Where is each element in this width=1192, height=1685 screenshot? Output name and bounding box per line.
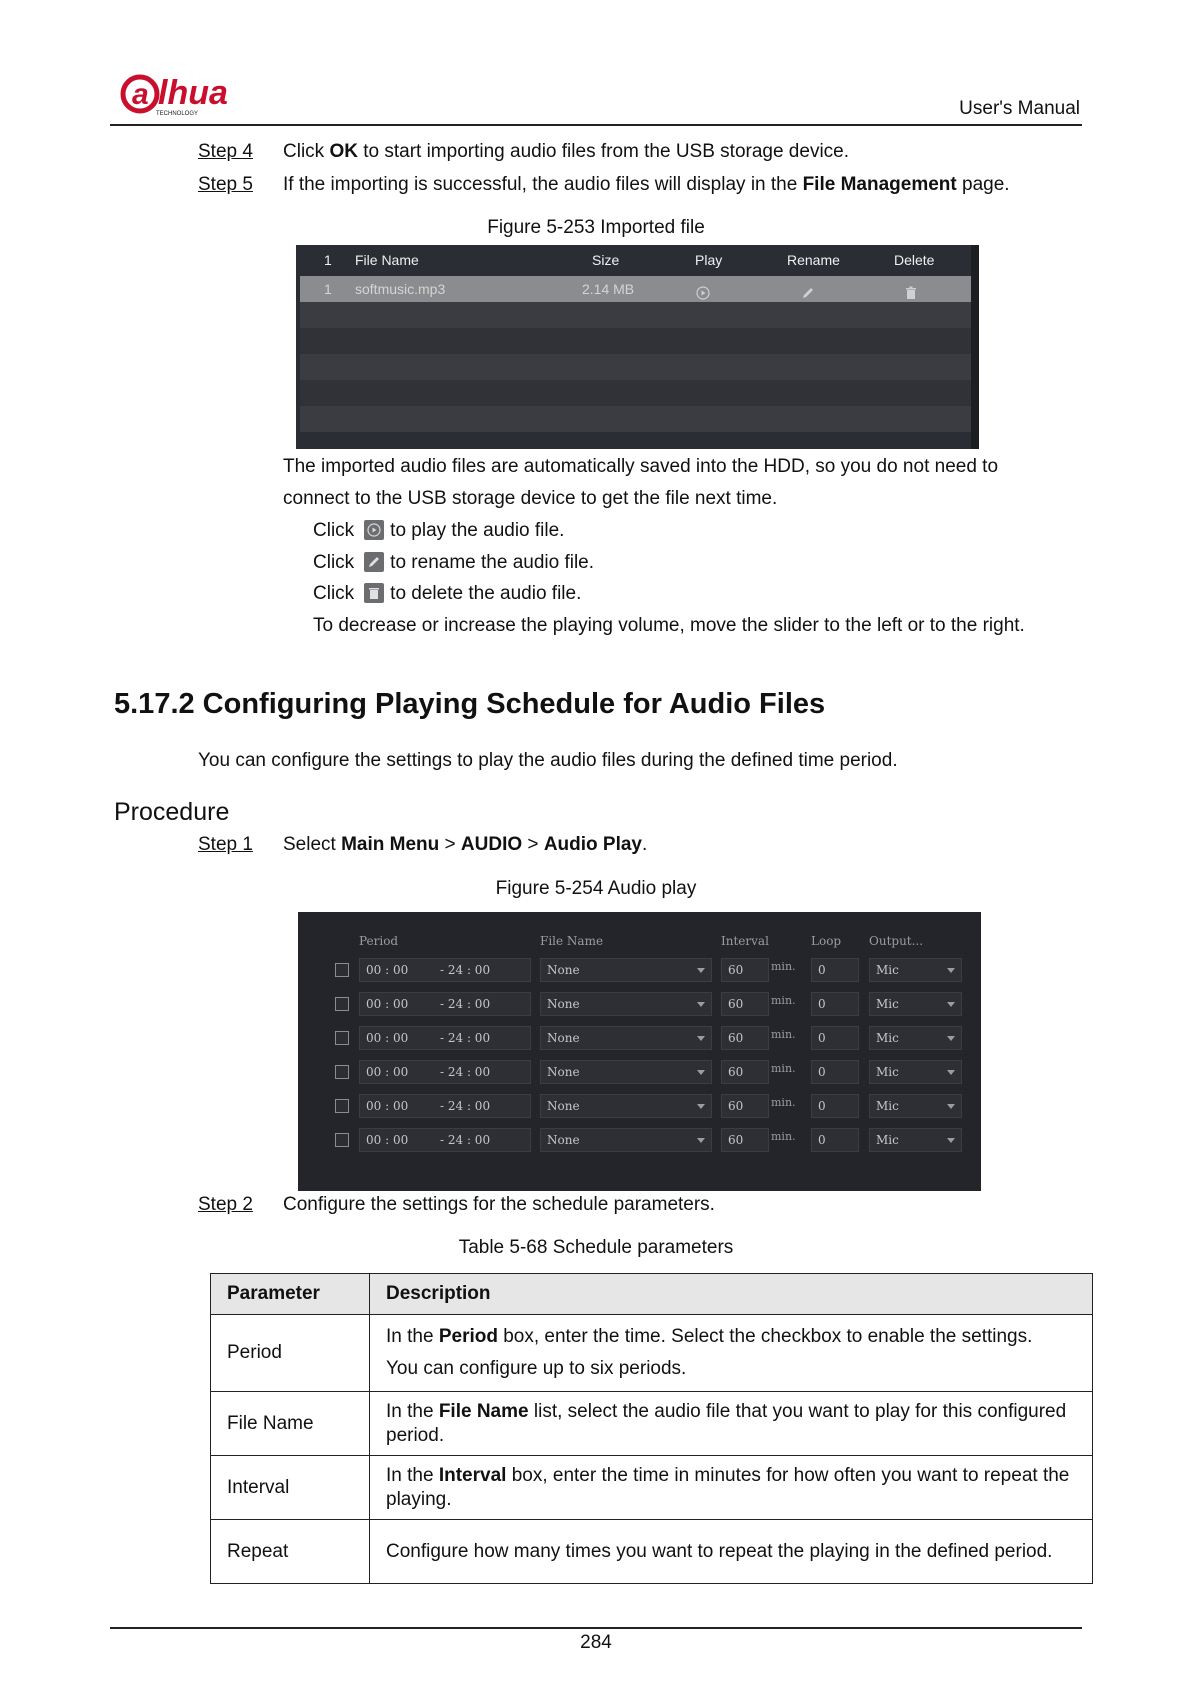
output-select[interactable]: Mic (869, 958, 962, 982)
file-name-select[interactable]: None (540, 1060, 712, 1084)
table-row (211, 1392, 1093, 1456)
pencil-icon (364, 552, 384, 572)
table-row (211, 1456, 1093, 1520)
output-select[interactable]: Mic (869, 1128, 962, 1152)
step-1: Step 1 (198, 834, 253, 855)
audio-play-panel (298, 912, 981, 1191)
enable-checkbox[interactable] (335, 997, 349, 1011)
interval-unit: min. (771, 1028, 796, 1041)
table-header-row (211, 1274, 1093, 1315)
bullet-delete: Click to delete the audio file. (313, 583, 582, 604)
enable-checkbox[interactable] (335, 1133, 349, 1147)
file-list-header: 1 File Name Size Play Rename Delete (324, 252, 935, 268)
schedule-row (298, 1060, 981, 1084)
schedule-row (298, 958, 981, 982)
loop-input[interactable]: 0 (811, 1128, 859, 1152)
period-start: 00 : 00 (366, 1031, 409, 1045)
interval-input[interactable]: 60 (721, 1094, 769, 1118)
output-select[interactable]: Mic (869, 1026, 962, 1050)
period-start: 00 : 00 (366, 1133, 409, 1147)
period-start: 00 : 00 (366, 963, 409, 977)
empty-row (300, 406, 971, 432)
output-select[interactable]: Mic (869, 1094, 962, 1118)
period-start: 00 : 00 (366, 1065, 409, 1079)
parameter-cell: File Name (211, 1392, 370, 1456)
empty-row (300, 302, 971, 328)
parameter-cell: Repeat (211, 1520, 370, 1584)
period-start: 00 : 00 (366, 1099, 409, 1113)
period-end: - 24 : 00 (440, 997, 491, 1011)
loop-input[interactable]: 0 (811, 992, 859, 1016)
interval-input[interactable]: 60 (721, 958, 769, 982)
step-4: Step 4 (198, 141, 253, 162)
period-end: - 24 : 00 (440, 1031, 491, 1045)
svg-text:a: a (132, 78, 149, 111)
enable-checkbox[interactable] (335, 1031, 349, 1045)
table-caption: Table 5-68 Schedule parameters (458, 1237, 734, 1258)
file-name-select[interactable]: None (540, 1094, 712, 1118)
file-row[interactable]: 1 softmusic.mp3 2.14 MB (300, 276, 971, 302)
period-input[interactable] (359, 958, 531, 982)
interval-unit: min. (771, 1062, 796, 1075)
file-name-select[interactable]: None (540, 1026, 712, 1050)
note-paragraph-line-1: The imported audio files are automatically saved into the HDD, so you do not need to (283, 456, 999, 477)
section-intro: You can configure the settings to play the audio files during the defined time period. (198, 750, 898, 771)
description-cell: In the Interval box, enter the time in minutes for how often you want to repeat the playing. (370, 1456, 1093, 1520)
output-header: Output... (869, 934, 924, 948)
step-5-text: If the importing is successful, the audio files will display in the File Management page. (283, 174, 1010, 195)
loop-input[interactable]: 0 (811, 1026, 859, 1050)
dahua-logo (120, 72, 260, 118)
loop-input[interactable]: 0 (811, 1094, 859, 1118)
step-5: Step 5 (198, 174, 253, 195)
step-2: Step 2 (198, 1194, 253, 1215)
interval-input[interactable]: 60 (721, 1128, 769, 1152)
schedule-parameters-table (210, 1273, 1093, 1584)
period-input[interactable] (359, 992, 531, 1016)
description-cell: Configure how many times you want to repeat the playing in the defined period. (370, 1520, 1093, 1584)
interval-input[interactable]: 60 (721, 1060, 769, 1084)
empty-row (300, 380, 971, 406)
schedule-row (298, 1094, 981, 1118)
enable-checkbox[interactable] (335, 963, 349, 977)
procedure-heading: Procedure (114, 798, 230, 826)
interval-unit: min. (771, 994, 796, 1007)
play-icon (364, 520, 384, 540)
period-end: - 24 : 00 (440, 1133, 491, 1147)
step-4-text: Click OK to start importing audio files from the USB storage device. (283, 141, 850, 162)
enable-checkbox[interactable] (335, 1099, 349, 1113)
bullet-play: Click to play the audio file. (313, 520, 565, 541)
file-name-select[interactable]: None (540, 958, 712, 982)
period-input[interactable] (359, 1094, 531, 1118)
period-end: - 24 : 00 (440, 963, 491, 977)
interval-unit: min. (771, 960, 796, 973)
table-row (211, 1520, 1093, 1584)
period-input[interactable] (359, 1026, 531, 1050)
output-select[interactable]: Mic (869, 1060, 962, 1084)
schedule-row (298, 992, 981, 1016)
interval-input[interactable]: 60 (721, 992, 769, 1016)
step-1-text: Select Main Menu > AUDIO > Audio Play. (283, 834, 648, 855)
parameter-header: Parameter (211, 1274, 370, 1315)
page-number: 284 (580, 1632, 612, 1653)
period-input[interactable] (359, 1128, 531, 1152)
file-name-header: File Name (540, 934, 604, 948)
table-row (211, 1315, 1093, 1392)
period-header: Period (359, 934, 399, 948)
schedule-row (298, 1026, 981, 1050)
loop-header: Loop (811, 934, 842, 948)
step-2-text: Configure the settings for the schedule parameters. (283, 1194, 715, 1215)
file-name-select[interactable]: None (540, 992, 712, 1016)
interval-unit: min. (771, 1096, 796, 1109)
parameter-cell: Period (211, 1315, 370, 1392)
figure-1-caption: Figure 5-253 Imported file (487, 217, 705, 238)
header-divider (110, 124, 1082, 126)
empty-row (300, 354, 971, 380)
description-cell: In the Period box, enter the time. Select the checkbox to enable the settings. You can configure up to six periods. (370, 1315, 1093, 1392)
interval-input[interactable]: 60 (721, 1026, 769, 1050)
interval-unit: min. (771, 1130, 796, 1143)
file-name-select[interactable]: None (540, 1128, 712, 1152)
trash-icon (364, 583, 384, 603)
note-paragraph-line-2: connect to the USB storage device to get the file next time. (283, 488, 778, 509)
figure-2-caption: Figure 5-254 Audio play (495, 878, 697, 899)
manual-title: User's Manual (959, 98, 1080, 119)
parameter-cell: Interval (211, 1456, 370, 1520)
output-select[interactable]: Mic (869, 992, 962, 1016)
description-header: Description (370, 1274, 1093, 1315)
volume-note: To decrease or increase the playing volume, move the slider to the left or to the right. (313, 615, 1025, 636)
description-cell: In the File Name list, select the audio file that you want to play for this configured period. (370, 1392, 1093, 1456)
period-input[interactable] (359, 1060, 531, 1084)
imported-file-list (296, 245, 979, 449)
period-start: 00 : 00 (366, 997, 409, 1011)
period-end: - 24 : 00 (440, 1065, 491, 1079)
footer-divider (110, 1627, 1082, 1629)
svg-text:TECHNOLOGY: TECHNOLOGY (156, 111, 199, 117)
bullet-rename: Click to rename the audio file. (313, 552, 595, 573)
loop-input[interactable]: 0 (811, 1060, 859, 1084)
period-end: - 24 : 00 (440, 1099, 491, 1113)
empty-row (300, 328, 971, 354)
scrollbar[interactable] (971, 245, 979, 449)
schedule-row (298, 1128, 981, 1152)
section-heading: 5.17.2 Configuring Playing Schedule for Audio Files (114, 688, 826, 720)
enable-checkbox[interactable] (335, 1065, 349, 1079)
loop-input[interactable]: 0 (811, 958, 859, 982)
interval-header: Interval (721, 934, 769, 948)
svg-text:lhua: lhua (158, 74, 228, 112)
